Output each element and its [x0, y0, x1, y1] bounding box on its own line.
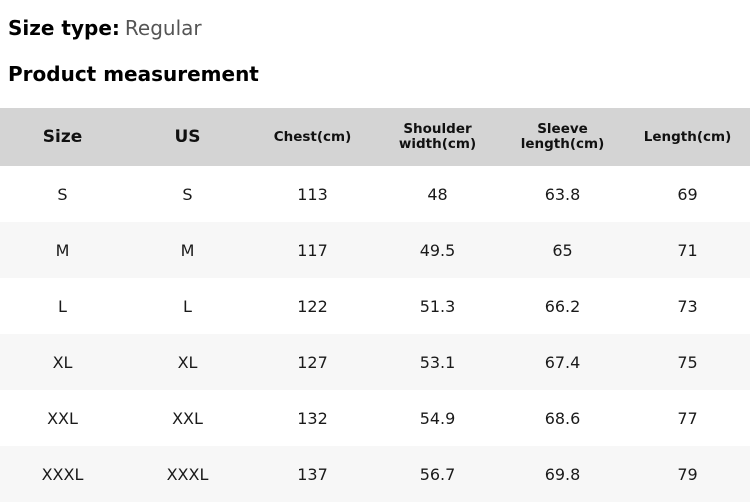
column-header-shoulder-width-line1: Shoulder: [403, 121, 472, 137]
table-header-row: [0, 108, 750, 166]
cell-shoulder-width: 56.7: [375, 446, 500, 502]
page-title: Product measurement: [8, 62, 259, 86]
column-header-shoulder-width: [375, 108, 500, 166]
cell-chest: 132: [250, 390, 375, 446]
cell-shoulder-width: 48: [375, 166, 500, 222]
column-header-size: Size: [0, 108, 125, 166]
table-body: [0, 166, 750, 502]
cell-size: S: [0, 166, 125, 222]
size-type-value: Regular: [124, 16, 202, 40]
cell-length: 75: [625, 334, 750, 390]
cell-sleeve-length: 68.6: [500, 390, 625, 446]
cell-length: 77: [625, 390, 750, 446]
cell-chest: 137: [250, 446, 375, 502]
cell-length: 79: [625, 446, 750, 502]
column-header-shoulder-width-line2: width(cm): [398, 136, 477, 152]
cell-shoulder-width: 49.5: [375, 222, 500, 278]
table-row: [0, 278, 750, 334]
cell-sleeve-length: 69.8: [500, 446, 625, 502]
table-row: [0, 334, 750, 390]
cell-us: L: [125, 278, 250, 334]
cell-us: XXXL: [125, 446, 250, 502]
cell-shoulder-width: 51.3: [375, 278, 500, 334]
cell-size: L: [0, 278, 125, 334]
cell-length: 69: [625, 166, 750, 222]
cell-size: XL: [0, 334, 125, 390]
column-header-chest: Chest(cm): [250, 108, 375, 166]
table-row: [0, 166, 750, 222]
cell-chest: 117: [250, 222, 375, 278]
cell-us: M: [125, 222, 250, 278]
table-header: [0, 108, 750, 166]
cell-us: XXL: [125, 390, 250, 446]
table-row: [0, 222, 750, 278]
cell-chest: 127: [250, 334, 375, 390]
table-row: [0, 390, 750, 446]
size-type-label: Size type:: [8, 16, 120, 40]
size-type-row: [0, 0, 750, 40]
column-header-us: US: [125, 108, 250, 166]
cell-sleeve-length: 66.2: [500, 278, 625, 334]
cell-us: XL: [125, 334, 250, 390]
cell-length: 73: [625, 278, 750, 334]
cell-length: 71: [625, 222, 750, 278]
column-header-sleeve-length-line2: length(cm): [520, 136, 605, 152]
table-row: [0, 446, 750, 502]
cell-shoulder-width: 54.9: [375, 390, 500, 446]
cell-sleeve-length: 65: [500, 222, 625, 278]
cell-chest: 122: [250, 278, 375, 334]
cell-size: M: [0, 222, 125, 278]
cell-size: XXXL: [0, 446, 125, 502]
cell-chest: 113: [250, 166, 375, 222]
column-header-sleeve-length: [500, 108, 625, 166]
cell-shoulder-width: 53.1: [375, 334, 500, 390]
cell-sleeve-length: 63.8: [500, 166, 625, 222]
column-header-sleeve-length-line1: Sleeve: [537, 121, 588, 137]
cell-sleeve-length: 67.4: [500, 334, 625, 390]
cell-us: S: [125, 166, 250, 222]
cell-size: XXL: [0, 390, 125, 446]
product-measurement-table: [0, 108, 750, 502]
column-header-length: Length(cm): [625, 108, 750, 166]
